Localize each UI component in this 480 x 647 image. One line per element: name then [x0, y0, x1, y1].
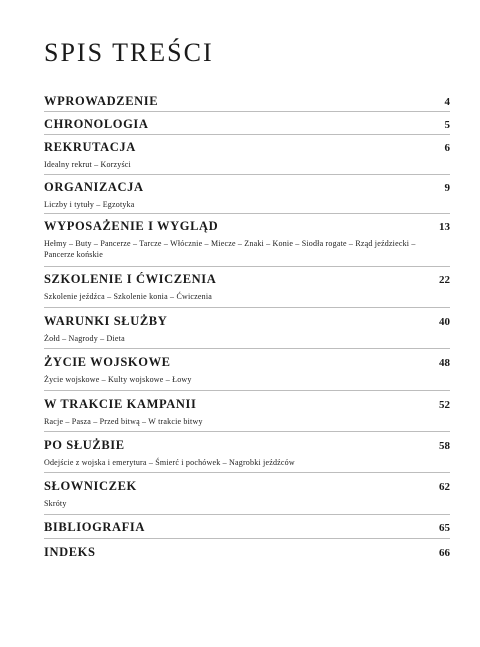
- toc-entry-page: 48: [439, 357, 450, 369]
- divider: [44, 134, 450, 135]
- toc-entry[interactable]: [44, 397, 450, 427]
- toc-entry-title: WPROWADZENIE: [44, 94, 159, 108]
- toc-entry-title: SŁOWNICZEK: [44, 479, 137, 493]
- toc-entry-title: BIBLIOGRAFIA: [44, 520, 145, 534]
- toc-entry-title: WYPOSAŻENIE I WYGLĄD: [44, 219, 219, 233]
- divider: [44, 538, 450, 539]
- toc-entry-title: PO SŁUŻBIE: [44, 438, 125, 452]
- toc-entry-page: 5: [444, 119, 450, 131]
- toc-entry-subtopics: Hełmy – Buty – Pancerze – Tarcze – Włócznie – Miecze – Znaki – Konie – Siodła rogate – Rząd jeździecki – Pancerze końskie: [44, 239, 416, 259]
- divider: [44, 348, 450, 349]
- divider: [44, 514, 450, 515]
- toc-entry-title: WARUNKI SŁUŻBY: [44, 314, 168, 328]
- toc-entry[interactable]: [44, 94, 450, 109]
- toc-entry[interactable]: [44, 180, 450, 210]
- page-title: SPIS TREŚCI: [44, 38, 214, 67]
- toc-entry-page: 9: [444, 182, 450, 194]
- toc-entry[interactable]: [44, 314, 450, 344]
- divider: [44, 307, 450, 308]
- toc-entry-page: 13: [439, 221, 450, 233]
- toc-entry[interactable]: [44, 355, 450, 385]
- toc-entry-subtopics: Żołd – Nagrody – Dieta: [44, 334, 125, 343]
- toc-entry[interactable]: [44, 219, 450, 260]
- divider: [44, 174, 450, 175]
- toc-entry-subtopics: Odejście z wojska i emerytura – Śmierć i pochówek – Nagrobki jeźdźców: [44, 458, 295, 467]
- toc-entry-page: 62: [439, 481, 450, 493]
- toc-entry-subtopics: Skróty: [44, 499, 67, 508]
- toc-entry[interactable]: [44, 520, 450, 535]
- toc-entry[interactable]: [44, 438, 450, 468]
- toc-entry-subtopics: Szkolenie jeźdźca – Szkolenie konia – Ćwiczenia: [44, 292, 213, 301]
- divider: [44, 390, 450, 391]
- divider: [44, 111, 450, 112]
- toc-entry-subtopics: Liczby i tytuły – Egzotyka: [44, 200, 135, 209]
- toc-entry-title: INDEKS: [44, 545, 96, 559]
- toc-entry[interactable]: [44, 545, 450, 560]
- toc-entry-page: 40: [439, 316, 450, 328]
- toc-entry-page: 58: [439, 440, 450, 452]
- toc-entry-page: 52: [439, 399, 450, 411]
- divider: [44, 213, 450, 214]
- toc-entry-subtopics: Idealny rekrut – Korzyści: [44, 160, 131, 169]
- toc-entry-title: REKRUTACJA: [44, 140, 136, 154]
- divider: [44, 266, 450, 267]
- toc-entry-page: 6: [444, 142, 450, 154]
- toc-entry[interactable]: [44, 117, 450, 132]
- toc-entry[interactable]: [44, 479, 450, 509]
- toc-entry-page: 22: [439, 274, 450, 286]
- toc-entry[interactable]: [44, 272, 450, 302]
- toc-entry[interactable]: [44, 140, 450, 170]
- toc-entry-title: CHRONOLOGIA: [44, 117, 149, 131]
- toc-entry-title: ORGANIZACJA: [44, 180, 144, 194]
- toc-entry-subtopics: Życie wojskowe – Kulty wojskowe – Łowy: [44, 375, 192, 384]
- toc-entry-title: ŻYCIE WOJSKOWE: [44, 355, 171, 369]
- toc-entry-page: 4: [444, 96, 450, 108]
- toc-entry-page: 65: [439, 522, 450, 534]
- toc-entry-page: 66: [439, 547, 450, 559]
- divider: [44, 431, 450, 432]
- toc-entry-title: W TRAKCIE KAMPANII: [44, 397, 197, 411]
- divider: [44, 472, 450, 473]
- toc-entry-subtopics: Racje – Pasza – Przed bitwą – W trakcie bitwy: [44, 417, 203, 426]
- toc-entry-title: SZKOLENIE I ĆWICZENIA: [44, 272, 217, 286]
